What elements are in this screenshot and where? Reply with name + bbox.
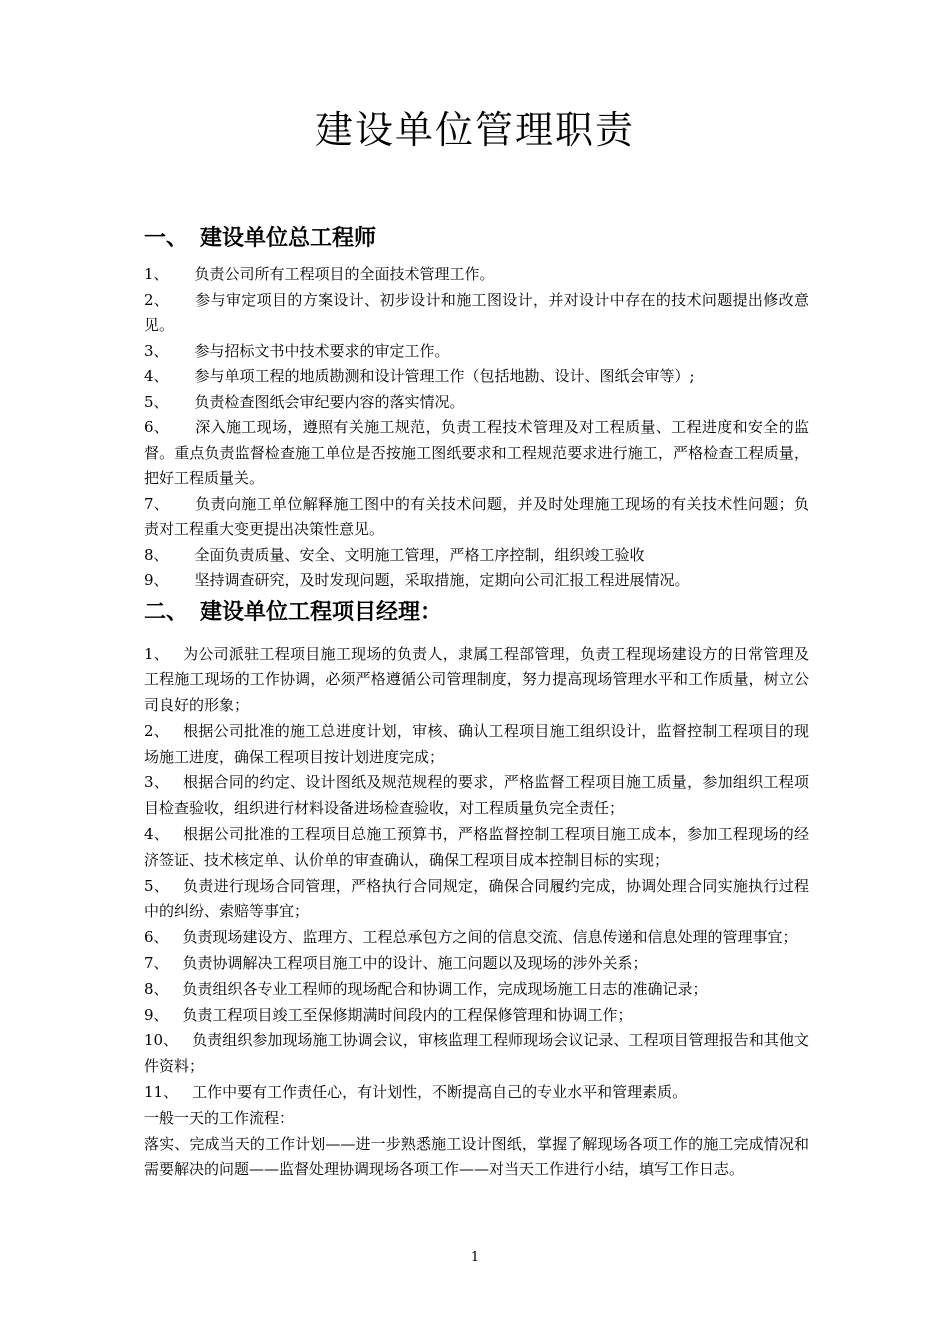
document-body (144, 222, 809, 1183)
item-text: 参与单项工程的地质勘测和设计管理工作（包括地勘、设计、图纸会审等）; (194, 367, 695, 385)
duty-list (144, 262, 809, 594)
item-text: 负责向施工单位解释施工图中的有关技术问题，并及时处理施工现场的有关技术性问题；负责对工程重大变更提出决策性意见。 (144, 494, 809, 538)
item-text: 根据公司批准的施工总进度计划，审核、确认工程项目施工组织设计，监督控制工程项目的现场施工进度，确保工程项目按计划进度完成； (144, 721, 809, 766)
list-item (144, 1028, 809, 1080)
list-item (144, 951, 809, 977)
item-number: 6、 (144, 418, 170, 436)
list-item (144, 492, 809, 543)
item-number: 10、 (144, 1031, 179, 1050)
list-item (144, 822, 809, 874)
item-text: 参与审定项目的方案设计、初步设计和施工图设计，并对设计中存在的技术问题提出修改意见。 (144, 290, 809, 334)
item-number: 4、 (144, 367, 169, 385)
item-number: 1、 (144, 265, 169, 283)
list-item (144, 364, 809, 390)
item-number: 5、 (144, 876, 170, 895)
section-title: 建设单位总工程师 (200, 225, 377, 251)
list-item (144, 262, 809, 288)
list-item (144, 390, 809, 416)
section-project-manager (144, 596, 809, 1184)
list-item (144, 543, 809, 569)
item-number: 8、 (144, 545, 169, 564)
item-text: 负责现场建设方、监理方、工程总承包方之间的信息交流、信息传递和信息处理的管理事宜； (182, 928, 798, 947)
item-number: 8、 (144, 979, 169, 998)
item-number: 2、 (144, 721, 170, 740)
list-item (144, 719, 809, 771)
section-chief-engineer (144, 222, 809, 594)
list-item (144, 770, 809, 822)
item-text: 根据公司批准的工程项目总施工预算书，严格监督控制工程项目施工成本，参加工程现场的经济签证、技术核定单、认价单的审查确认，确保工程项目成本控制目标的实现； (144, 825, 809, 869)
item-text: 负责协调解决工程项目施工中的设计、施工问题以及现场的涉外关系； (182, 954, 648, 973)
item-number: 1、 (144, 644, 170, 663)
item-text: 工作中要有工作责任心，有计划性，不断提高自己的专业水平和管理素质。 (192, 1083, 688, 1102)
item-number: 9、 (144, 1005, 169, 1024)
item-number: 3、 (144, 773, 170, 792)
duty-list (144, 642, 809, 1106)
item-number: 5、 (144, 392, 169, 411)
item-text: 根据合同的约定、设计图纸及规范规程的要求，严格监督工程项目施工质量，参加组织工程项目检查验收，组织进行材料设备进场检查验收，对工程质量负完全责任； (144, 773, 809, 818)
item-text: 负责组织参加现场施工协调会议，审核监理工程师现场会议记录、工程项目管理报告和其他文件资料； (144, 1031, 809, 1076)
item-number: 3、 (144, 341, 169, 360)
list-item (144, 925, 809, 951)
workflow-label: 一般一天的工作流程： (144, 1108, 295, 1127)
item-text: 负责检查图纸会审纪要内容的落实情况。 (194, 392, 465, 411)
item-text: 全面负责质量、安全、文明施工管理，严格工序控制，组织竣工验收 (194, 545, 645, 564)
list-item (144, 415, 809, 492)
page-number: 1 (470, 1250, 480, 1265)
item-text: 负责工程项目竣工至保修期满时间段内的工程保修管理和协调工作； (182, 1005, 633, 1024)
item-text: 深入施工现场，遵照有关施工规范，负责工程技术管理及对工程质量、工程进度和安全的监督。重点负责监督检查施工单位是否按施工图纸要求和工程规范要求进行施工，严格检查工程质量，把好工程质量关。 (144, 418, 809, 487)
list-item (144, 1003, 809, 1029)
section-heading (144, 596, 809, 628)
section-heading (144, 222, 809, 254)
item-number: 7、 (144, 954, 169, 973)
page-title: 建设单位管理职责 (314, 108, 635, 152)
item-text: 坚持调查研究，及时发现问题，采取措施，定期向公司汇报工程进展情况。 (194, 571, 690, 589)
item-number: 2、 (144, 290, 170, 309)
item-text: 参与招标文书中技术要求的审定工作。 (194, 341, 450, 360)
item-number: 11、 (144, 1083, 179, 1102)
list-item (144, 339, 809, 365)
item-text: 负责公司所有工程项目的全面技术管理工作。 (194, 265, 495, 283)
section-number: 二、 (144, 598, 189, 625)
list-item (144, 977, 809, 1003)
workflow-text: 落实、完成当天的工作计划——进一步熟悉施工设计图纸，掌握了解现场各项工作的施工完成情况和需要解决的问题——监督处理协调现场各项工作——对当天工作进行小结，填写工作日志。 (144, 1134, 809, 1179)
section-title: 建设单位工程项目经理： (200, 598, 443, 625)
item-number: 9、 (144, 571, 169, 589)
list-item (144, 568, 809, 594)
item-number: 6、 (144, 928, 169, 947)
item-text: 负责进行现场合同管理，严格执行合同规定，确保合同履约完成，协调处理合同实施执行过程中的纠纷、索赔等事宜； (144, 876, 809, 921)
list-item (144, 288, 809, 339)
item-text: 为公司派驻工程项目施工现场的负责人，隶属工程部管理，负责工程现场建设方的日常管理及工程施工现场的工作协调，必须严格遵循公司管理制度，努力提高现场管理水平和工作质量，树立公司良好的形象； (144, 644, 809, 715)
list-item (144, 1080, 809, 1106)
item-number: 7、 (144, 494, 170, 513)
list-item (144, 642, 809, 719)
list-item (144, 874, 809, 926)
item-number: 4、 (144, 825, 170, 844)
item-text: 负责组织各专业工程师的现场配合和协调工作，完成现场施工日志的准确记录； (182, 979, 708, 998)
section-number: 一、 (144, 225, 189, 251)
